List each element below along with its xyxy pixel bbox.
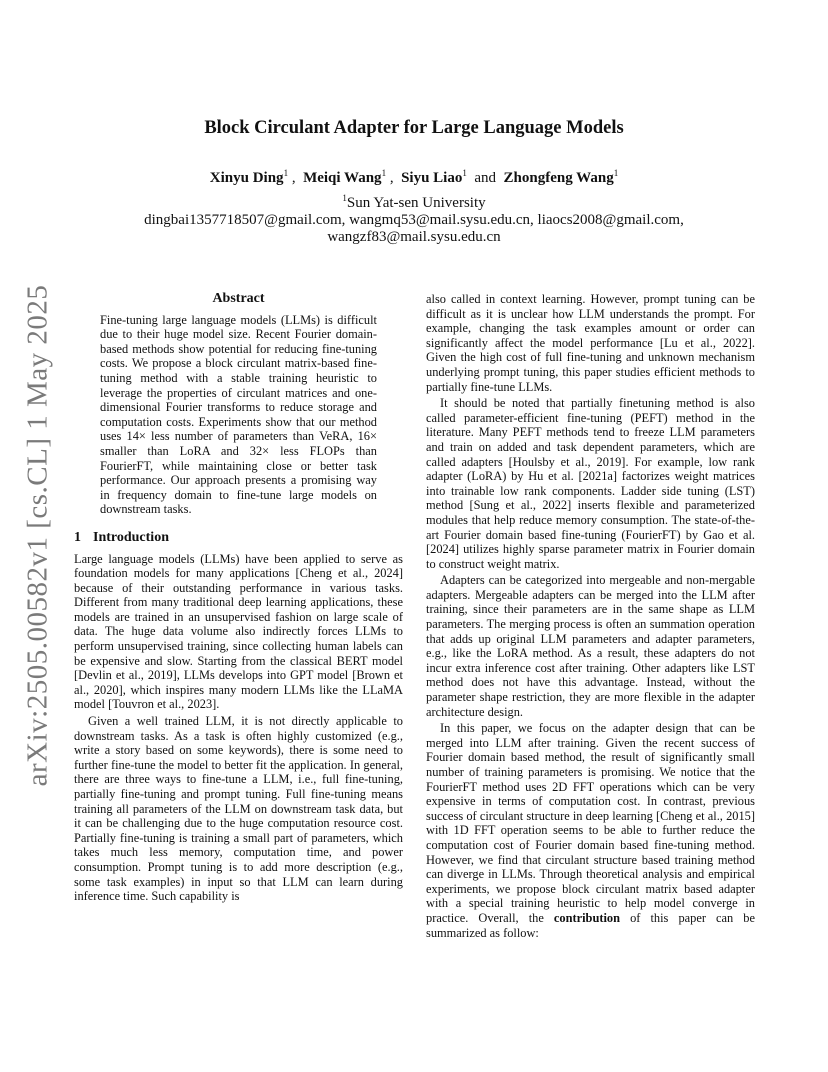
author-name: Meiqi Wang <box>303 170 382 186</box>
paragraph: Large language models (LLMs) have been applied to serve as foundation models for many applications [Cheng et al., 2024] because of their outstanding performance in various tasks. Different from many traditional deep learning applications, these models are trained in an unsupervised fashion on large scale of data. The huge data volume also indirectly forces LLMs to perform unsupervised training, since collecting human labels can be expensive and slow. Starting from the classical BERT model [Devlin et al., 2019], LLMs develops into GPT model [Brown et al., 2020], which inspires many modern LLMs like the LLaMA model [Touvron et al., 2023]. <box>74 551 403 712</box>
affiliation: $^1$Sun Yat-sen University <box>342 193 486 211</box>
arxiv-stamp <box>18 284 58 786</box>
abstract-text: Fine-tuning large language models (LLMs) is difficult due to their huge model size. Recent Fourier domain-based methods show potential for reducing fine-tuning costs. We propose a block circulant matrix-based fine-tuning method with a stable training heuristic to leverage the properties of circulant matrices and one-dimensional Fourier transforms to reduce storage and computation costs. Experiments show that our method uses 14× less number of parameters than VeRA, 16× smaller than LoRA and 32× less FLOPs than FourierFT, while maintaining close or better task performance. Our approach presents a promising way in frequency domain to fine-tune large models on downstream tasks. <box>100 312 377 517</box>
paragraph: Given a well trained LLM, it is not directly applicable to downstream tasks. As a task is often highly customized (e.g., write a story based on some keywords), there is some need to further fine-tune the model to better fit the application. In general, there are three ways to fine-tune a LLM, i.e., full fine-tuning, partially fine-tuning and prompt tuning. Full fine-tuning means training all parameters of the LLM on downstream task data, but it can be challenging due to the huge computation resource cost. Partially fine-tuning is training a small part of parameters, which takes much less memory, computation time, and power consumption. Prompt tuning is to add more description (e.g., some task examples) in input so that LLM can learn during inference time. Such capability is <box>74 714 403 904</box>
author-name: Zhongfeng Wang <box>503 170 614 186</box>
paragraph: In this paper, we focus on the adapter design that can be merged into LLM after training. Given the recent success of Fourier domain based method, the result of significantly small number of training parameters is promising. We notice that the FourierFT method uses 2D FFT operations which can be very expensive in terms of computation cost. In contrast, previous success of circulant structure in deep learning [Cheng et al., 2015] with 1D FFT operation seems to be able to further reduce the computation cost of Fourier domain based fine-tuning method. However, we find that circulant structure based training method can diverge in LLMs. Through theoretical analysis and empirical experiments, we propose block circulant matrix based adapter with a special training heuristic to help model converge in practice. Overall, the contribution of this paper can be summarized as follow: <box>426 721 755 940</box>
abstract-heading: Abstract <box>212 291 265 306</box>
author-name: Siyu Liao <box>401 170 463 186</box>
bold-term: contribution <box>553 910 620 925</box>
section-number: 1 <box>74 529 81 545</box>
paper-title: Block Circulant Adapter for Large Language Models <box>204 118 624 138</box>
left-column <box>74 292 403 904</box>
author-emails: dingbai1357718507@gmail.com, wangmq53@mail.sysu.edu.cn, liaocs2008@gmail.com, wangzf83@mail.sysu.edu.cn <box>144 212 684 245</box>
section-title: Introduction <box>93 529 169 545</box>
author-list: Xinyu Ding$^1$ , Meiqi Wang$^1$ , Siyu Liao$^1$ and Zhongfeng Wang$^1$ <box>209 168 619 186</box>
section-heading <box>74 531 403 546</box>
right-column <box>426 292 755 940</box>
paragraph: Adapters can be categorized into mergeable and non-mergable adapters. Mergeable adapters can be merged into the LLM after training, since their parameters are in the same shape as LLM parameters. The merging process is often an summation operation that adds up original LLM parameters and adapter parameters, e.g., like the LoRA method. As a result, these adapters do not incur extra inference cost after training. Other adapters like LST method does not have this advantage. Instead, without the parameter shape restriction, they are more flexible in the adapter architecture design. <box>426 573 755 719</box>
author-name: Xinyu Ding <box>209 170 284 186</box>
paragraph: also called in context learning. However, prompt tuning can be difficult as it is unclear how LLM understands the prompt. For example, changing the task examples amount or order can significantly affect the model performance [Lu et al., 2022]. Given the high cost of full fine-tuning and unknown mechanism underlying prompt tuning, this paper studies efficient methods to partially fine-tune LLMs. <box>426 292 755 394</box>
paragraph: It should be noted that partially finetuning method is also called parameter-efficient fine-tuning (PEFT) method in the literature. Many PEFT methods tend to freeze LLM parameters and train on added and task dependent parameters, which are called adapters [Houlsby et al., 2019]. For example, low rank adapter (LoRA) by Hu et al. [2021a] factorizes weight matrices into trainable low rank components. Ladder side tuning (LST) method [Sung et al., 2022] inserts flexible and parameterized modules that help reduce memory consumption. The state-of-the-art Fourier domain based fine-tuning (FourierFT) by Gao et al. [2024] utilizes highly sparse parameter matrix in Fourier domain to construct weight matrix. <box>426 396 755 571</box>
arxiv-id: arXiv:2505.00582v1 [cs.CL] 1 May 2025 <box>21 284 54 786</box>
